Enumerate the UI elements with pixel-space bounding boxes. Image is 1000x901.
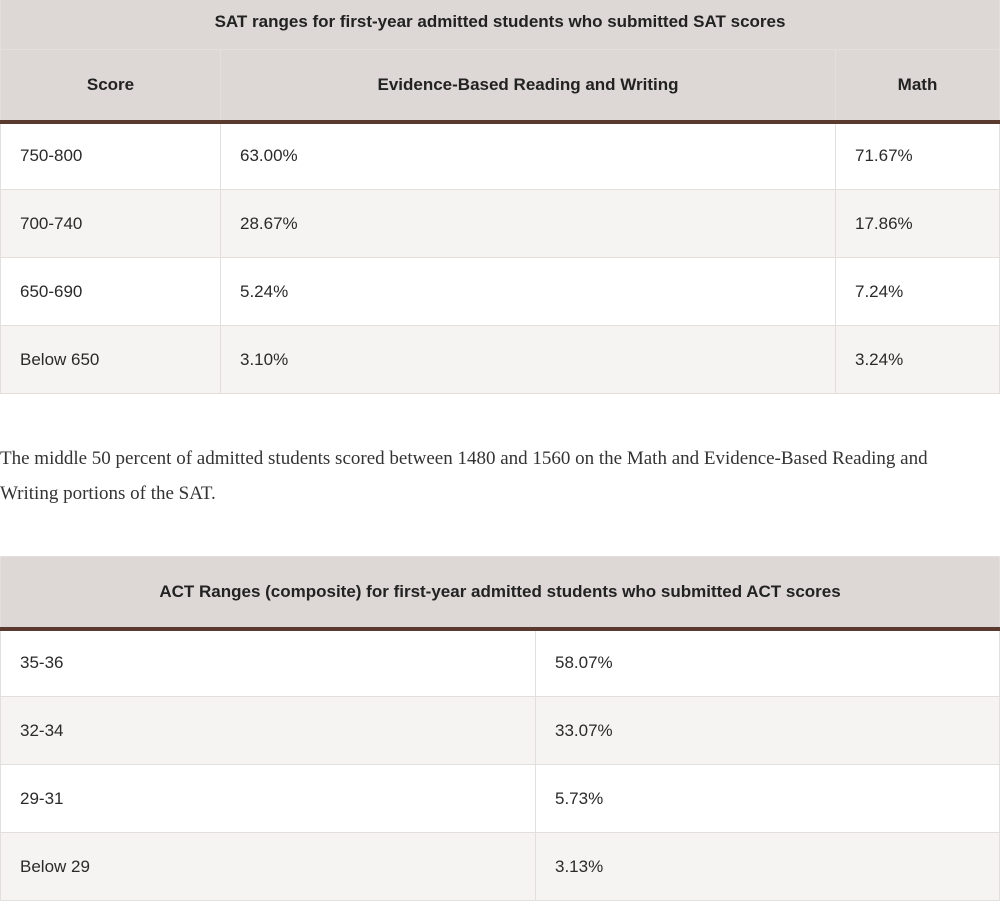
table-row [1,190,1000,258]
act-percent-cell: 58.07% [536,629,1000,697]
ebrw-percent-cell: 3.10% [221,326,836,394]
score-range-cell: 750-800 [1,122,221,190]
ebrw-percent-cell: 63.00% [221,122,836,190]
math-percent-cell: 3.24% [836,326,1000,394]
table-row [1,122,1000,190]
math-percent-cell: 7.24% [836,258,1000,326]
act-percent-cell: 5.73% [536,765,1000,833]
table-row [1,326,1000,394]
ebrw-percent-cell: 5.24% [221,258,836,326]
table-row [1,258,1000,326]
sat-ranges-table [0,0,1000,394]
score-range-cell: Below 650 [1,326,221,394]
sat-middle-50-paragraph: The middle 50 percent of admitted students scored between 1480 and 1560 on the Math and Evidence-Based Reading and Writing portions of the SAT. [0,448,928,504]
sat-table-caption: SAT ranges for first-year admitted students who submitted SAT scores [1,0,1000,50]
act-caption-row [1,557,1000,629]
table-row [1,765,1000,833]
act-percent-cell: 3.13% [536,833,1000,901]
column-header-math: Math [836,50,1000,122]
act-table-caption: ACT Ranges (composite) for first-year admitted students who submitted ACT scores [1,557,1000,629]
act-percent-cell: 33.07% [536,697,1000,765]
column-header-ebrw: Evidence-Based Reading and Writing [221,50,836,122]
math-percent-cell: 17.86% [836,190,1000,258]
table-row [1,697,1000,765]
column-header-score: Score [1,50,221,122]
score-range-cell: 700-740 [1,190,221,258]
sat-header-row [1,50,1000,122]
act-range-cell: 32-34 [1,697,536,765]
math-percent-cell: 71.67% [836,122,1000,190]
sat-caption-row [1,0,1000,50]
act-range-cell: 35-36 [1,629,536,697]
act-ranges-table [0,556,1000,901]
act-range-cell: Below 29 [1,833,536,901]
table-row [1,833,1000,901]
act-range-cell: 29-31 [1,765,536,833]
table-row [1,629,1000,697]
ebrw-percent-cell: 28.67% [221,190,836,258]
score-range-cell: 650-690 [1,258,221,326]
